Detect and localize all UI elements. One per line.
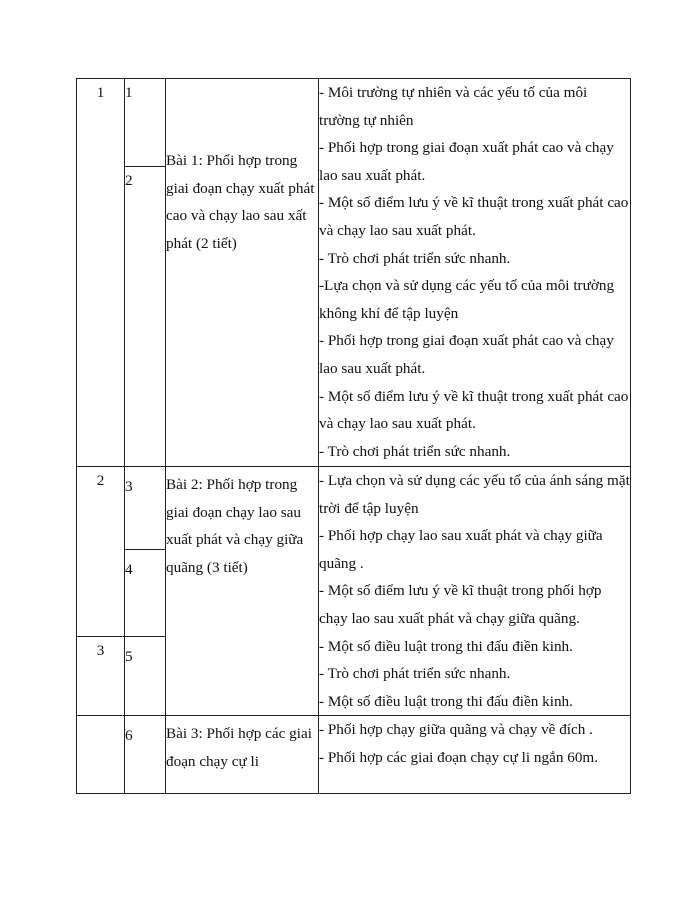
week-cell: 1 <box>77 79 125 467</box>
week-cell: 3 <box>77 637 125 716</box>
content-line: - Trò chơi phát triển sức nhanh. <box>319 442 511 460</box>
content-line: - Phối hợp chạy lao sau xuất phát và chạy giữa quãng . <box>319 527 603 572</box>
content-line: - Một số điểm lưu ý về kĩ thuật trong phối hợp chạy lao sau xuất phát và chạy giữa quãng. <box>319 582 602 627</box>
lesson-number-cell: 2 <box>125 167 166 467</box>
content-line: - Môi trường tự nhiên và các yếu tố của môi trường tự nhiên <box>319 84 588 129</box>
content-line: - Một số điều luật trong thi đấu điền kinh. <box>319 637 573 655</box>
content-line: - Phối hợp chạy giữa quãng và chạy về đích . <box>319 721 593 739</box>
lesson-title-cell: Bài 1: Phối hợp trong giai đoạn chạy xuất phát cao và chạy lao sau xất phát (2 tiết) <box>166 79 319 467</box>
content-line: - Phối hợp trong giai đoạn xuất phát cao và chạy lao sau xuất phát. <box>319 332 614 377</box>
content-line: - Trò chơi phát triển sức nhanh. <box>319 249 511 267</box>
lesson-plan-table <box>76 78 631 794</box>
table-row <box>77 716 631 794</box>
lesson-content-cell <box>319 716 631 794</box>
content-line: - Phối hợp trong giai đoạn xuất phát cao và chạy lao sau xuất phát. <box>319 139 614 184</box>
table-row <box>77 467 631 550</box>
empty-week-cell <box>77 716 125 794</box>
lesson-number-cell: 5 <box>125 637 166 716</box>
lesson-content-cell <box>319 79 631 467</box>
content-line: - Phối hợp các giai đoạn chạy cự li ngắn 60m. <box>319 748 599 766</box>
lesson-title-cell: Bài 3: Phối hợp các giai đoạn chạy cự li <box>166 716 319 794</box>
content-line: - Lựa chọn và sử dụng các yếu tố của ánh sáng mặt trời để tập luyện <box>319 472 630 517</box>
lesson-number-cell: 1 <box>125 79 166 167</box>
week-cell: 2 <box>77 467 125 637</box>
lesson-number-cell: 4 <box>125 550 166 637</box>
content-line: - Trò chơi phát triển sức nhanh. <box>319 665 511 683</box>
content-line: - Một số điểm lưu ý về kĩ thuật trong xuất phát cao và chạy lao sau xuất phát. <box>319 194 629 239</box>
lesson-title-cell: Bài 2: Phối hợp trong giai đoạn chạy lao sau xuất phát và chạy giữa quãng (3 tiết) <box>166 467 319 716</box>
content-line: - Một số điều luật trong thi đấu điền kinh. <box>319 692 573 710</box>
lesson-content-cell <box>319 467 631 716</box>
lesson-number-cell: 6 <box>125 716 166 794</box>
lesson-number-cell: 3 <box>125 467 166 550</box>
content-line: -Lựa chọn và sử dụng các yếu tố của môi trường không khí để tập luyện <box>319 277 615 322</box>
content-line: - Một số điểm lưu ý về kĩ thuật trong xuất phát cao và chạy lao sau xuất phát. <box>319 387 629 433</box>
table-row <box>77 79 631 167</box>
